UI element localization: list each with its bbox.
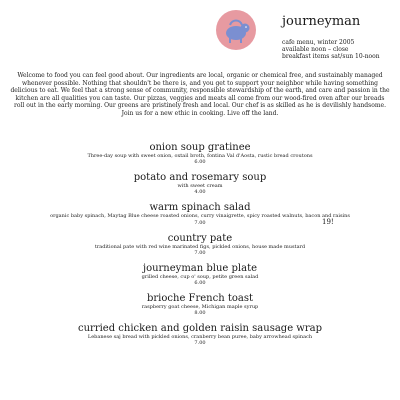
menu-item: [0, 323, 400, 346]
menu-item-title: brioche French toast: [147, 293, 253, 305]
availability-hours: available noon – close: [282, 46, 349, 53]
menu-item-price: 6.00: [194, 280, 206, 287]
restaurant-logo: [216, 10, 256, 50]
menu-item-price: 7.00: [194, 249, 206, 256]
menu-item: [0, 172, 400, 195]
menu-item-description: organic baby spinach, Maytag Blue cheese roasted onions, curry vinaigrette, spicy roasted walnuts, bacon and raisins: [50, 213, 350, 220]
menu-item-description: grilled cheese, cup o' soup, petite green salad: [141, 273, 259, 280]
menu-item-description: with sweet cream: [177, 183, 223, 190]
menu-item-description: raspberry goat cheese, Michigan maple syrup: [141, 304, 259, 311]
menu-item-title: onion soup gratinee: [149, 142, 251, 153]
menu-item-description: Lebanese saj bread with pickled onions, cranberry bean puree, baby arrowhead spinach: [87, 334, 313, 341]
menu-item-title: warm spinach salad: [149, 202, 251, 214]
menu-item-title: country pate: [167, 232, 233, 244]
menu-item: [0, 202, 400, 225]
menu-item-price: 7.00: [194, 219, 206, 226]
menu-item-price: 6.00: [194, 159, 206, 166]
handwritten-annotation: 19!: [322, 218, 334, 226]
menu-item: [0, 142, 400, 165]
menu-item-price: 7.00: [194, 340, 206, 347]
menu-item-description: traditional pate with red wine marinated figs, pickled onions, house made mustard: [94, 243, 306, 250]
menu-item-title: potato and rosemary soup: [133, 172, 267, 184]
menu-item-price: 4.00: [194, 189, 206, 196]
brand-name: journeyman: [282, 14, 361, 29]
intro-paragraph: Welcome to food you can feel good about. Our ingredients are local, organic or chemical free, and sustainably managed whenever possible. Nothing that shouldn't be there is, and you get to support your neighbor while having something delicious to eat. We feel that a strong sense of community, responsible stewardship of the earth, and care and passion in the kitchen are all qualities you can taste. Our pizzas, veggies and meats all come from our wood-fired oven after our breads roll out in the early morning. Our greens are pristinely fresh and local. Our chef is as skilled as he is devilishly handsome. Join us for a new ethic in cooking. Live off the land.: [10, 72, 390, 117]
menu-item-price: 8.00: [194, 310, 206, 317]
menu-item: [0, 233, 400, 256]
menu-item-title: journeyman blue plate: [142, 262, 258, 274]
menu-list: [0, 142, 400, 353]
menu-item-title: curried chicken and golden raisin sausage wrap: [78, 323, 322, 335]
menu-item: [0, 263, 400, 286]
menu-item: [0, 293, 400, 316]
breakfast-hours: breakfast items sat/sun 10-noon: [282, 53, 380, 60]
menu-item-description: Three-day soup with sweet onion, oxtail broth, fontina Val d'Aosta, rustic bread croutons: [87, 153, 313, 159]
pig-logo-icon: [216, 10, 256, 50]
menu-header: [282, 14, 394, 60]
menu-season: cafe menu, winter 2005: [282, 39, 355, 46]
